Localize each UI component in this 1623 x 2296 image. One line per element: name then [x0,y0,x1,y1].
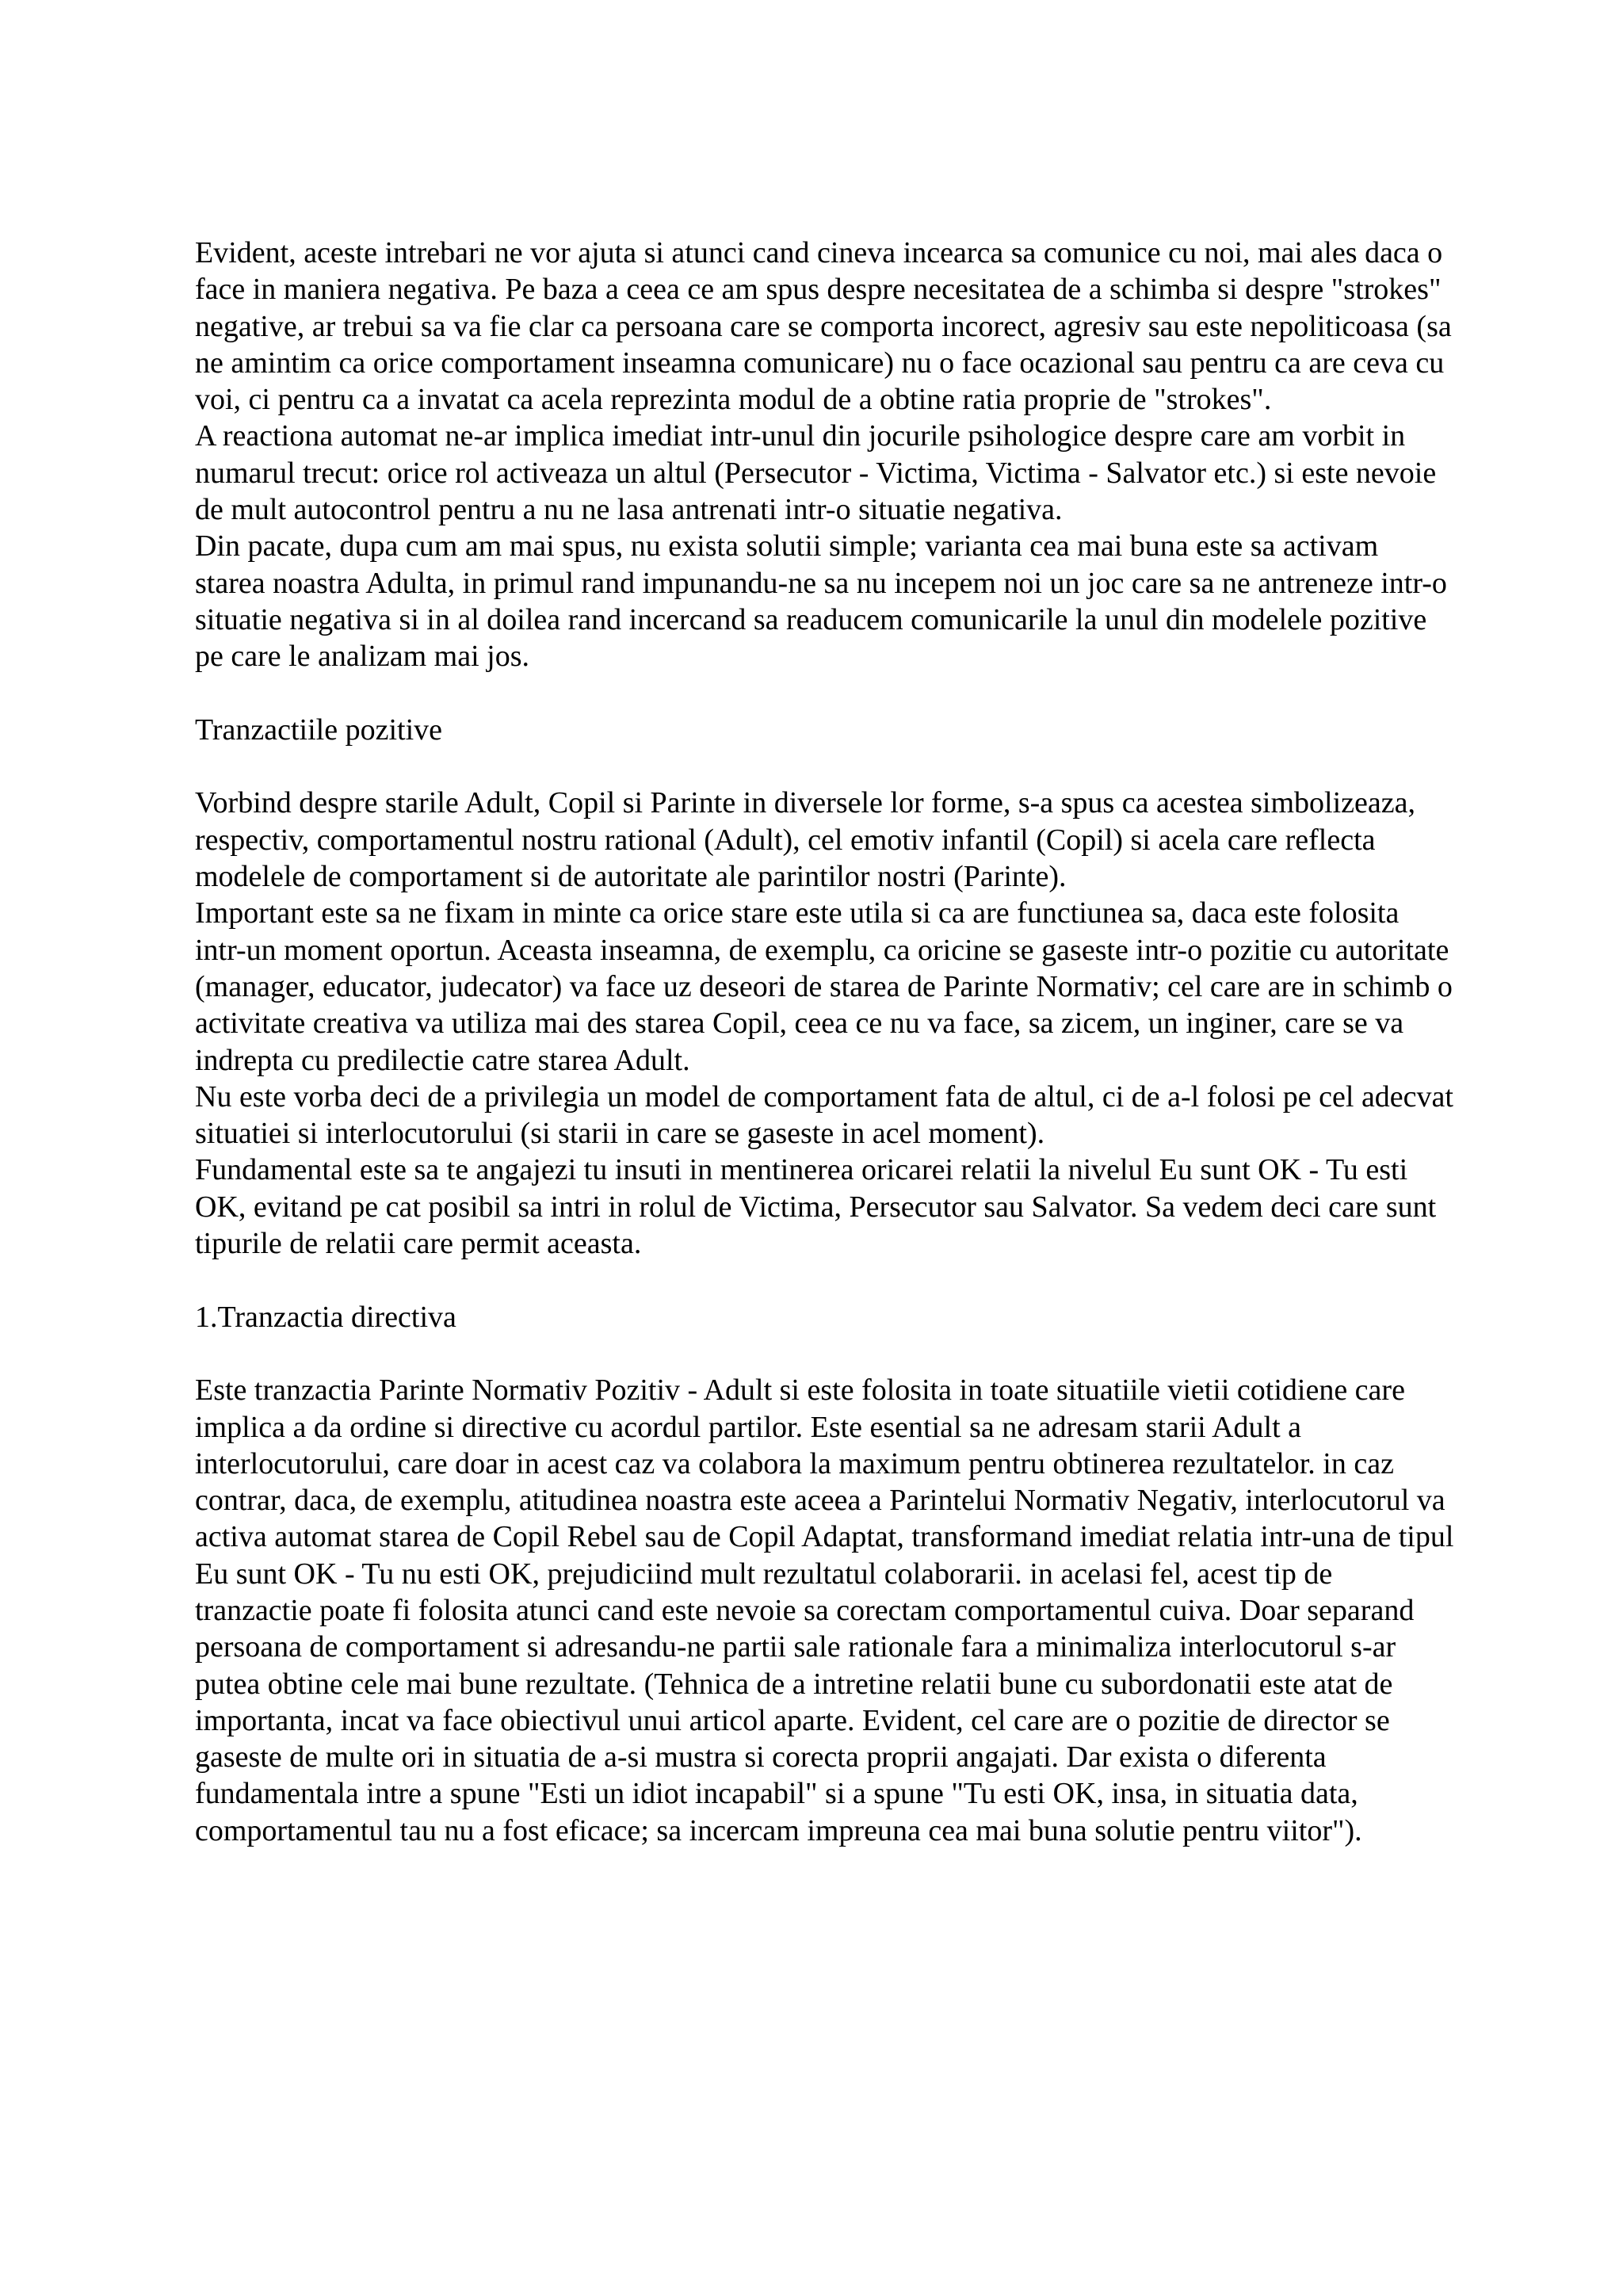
paragraph-spacer [195,1335,1455,1372]
paragraph-8: Este tranzactia Parinte Normativ Pozitiv - Adult si este folosita in toate situatiile vietii cotidiene care implica a da ordine si directive cu acordul partilor. Este esential sa ne adresam starii Adult a interlocutorului, care doar in acest caz va colabora la maximum pentru obtinerea rezultatelor. in caz contrar, daca, de exemplu, atitudinea noastra este aceea a Parintelui Normativ Negativ, interlocutorul va activa automat starea de Copil Rebel sau de Copil Adaptat, transformand imediat relatia intr-una de tipul Eu sunt OK - Tu nu esti OK, prejudiciind mult rezultatul colaborarii. in acelasi fel, acest tip de tranzactie poate fi folosita atunci cand este nevoie sa corectam comportamentul cuiva. Doar separand persoana de comportament si adresandu-ne partii sale rationale fara a minimaliza interlocutorul s-ar putea obtine cele mai bune rezultate. (Tehnica de a intretine relatii bune cu subordonatii este atat de importanta, incat va face obiectivul unui articol aparte. Evident, cel care are o pozitie de director se gaseste de multe ori in situatia de a-si mustra si corecta proprii angajati. Dar exista o diferenta fundamentala intre a spune "Esti un idiot incapabil" si a spune "Tu esti OK, insa, in situatia data, comportamentul tau nu a fost eficace; sa incercam impreuna cea mai buna solutie pentru viitor"). [195,1373,1454,1847]
paragraph-spacer [195,1262,1455,1298]
document-body [195,235,1455,1849]
paragraph-5: Important este sa ne fixam in minte ca orice stare este utila si ca are functiunea sa, daca este folosita intr-un moment oportun. Aceasta inseamna, de exemplu, ca oricine se gaseste intr-o pozitie cu autoritate (manager, educator, judecator) va face uz deseori de starea de Parinte Normativ; cel care are in schimb o activitate creativa va utiliza mai des starea Copil, ceea ce nu va face, sa zicem, un inginer, care se va indrepta cu predilectie catre starea Adult. [195,896,1453,1077]
paragraph-7: Fundamental este sa te angajezi tu insuti in mentinerea oricarei relatii la nivelul Eu sunt OK - Tu esti OK, evitand pe cat posibil sa intri in rolul de Victima, Persecutor sau Salvator. Sa vedem deci care sunt tipurile de relatii care permit aceasta. [195,1153,1437,1261]
paragraph-1: Evident, aceste intrebari ne vor ajuta si atunci cand cineva incearca sa comunice cu noi, mai ales daca o face in maniera negativa. Pe baza a ceea ce am spus despre necesitatea de a schimba si despre "strokes" negative, ar trebui sa va fie clar ca persoana care se comporta incorect, agresiv sau este nepoliticoasa (sa ne amintim ca orice comportament inseamna comunicare) nu o face ocazional sau pentru ca are ceva cu voi, ci pentru ca a invatat ca acela reprezinta modul de a obtine ratia proprie de "strokes". [195,236,1452,417]
paragraph-6: Nu este vorba deci de a privilegia un model de comportament fata de altul, ci de a-l folosi pe cel adecvat situatiei si interlocutorului (si starii in care se gaseste in acel moment). [195,1079,1453,1151]
paragraph-2: A reactiona automat ne-ar implica imediat intr-unul din jocurile psihologice despre care am vorbit in numarul trecut: orice rol activeaza un altul (Persecutor - Victima, Victima - Salvator etc.) si este nevoie de mult autocontrol pentru a nu ne lasa antrenati intr-o situatie negativa. [195,419,1437,527]
paragraph-3: Din pacate, dupa cum am mai spus, nu exista solutii simple; varianta cea mai buna este sa activam starea noastra Adulta, in primul rand impunandu-ne sa nu incepem noi un joc care sa ne antreneze intr-o situatie negativa si in al doilea rand incercand sa readucem comunicarile la unul din modelele pozitive pe care le analizam mai jos. [195,529,1447,674]
section-heading-tranzactia-directiva: 1.Tranzactia directiva [195,1300,456,1334]
paragraph-spacer [195,748,1455,785]
paragraph-4: Vorbind despre starile Adult, Copil si Parinte in diversele lor forme, s-a spus ca acestea simbolizeaza, respectiv, comportamentul nostru rational (Adult), cel emotiv infantil (Copil) si acela care reflecta modelele de comportament si de autoritate ale parintilor nostri (Parinte). [195,786,1415,894]
paragraph-spacer [195,675,1455,712]
section-heading-tranzactiile-pozitive: Tranzactiile pozitive [195,712,442,747]
